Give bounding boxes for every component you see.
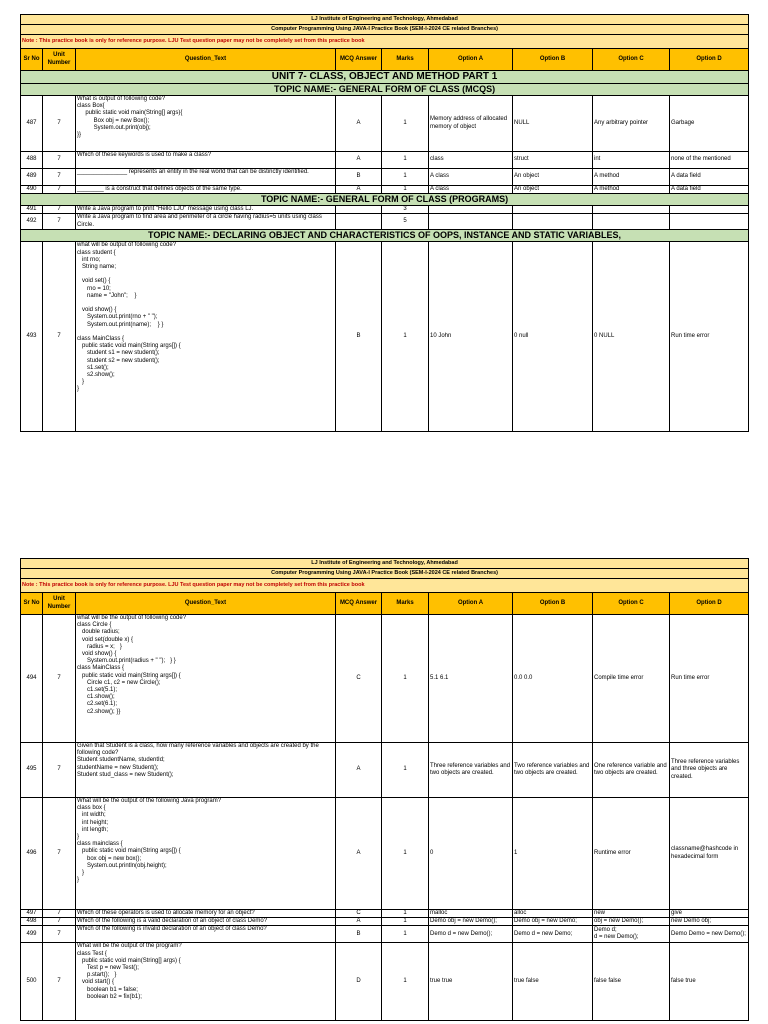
option-a-cell: 10 John [429,242,513,432]
institute-title: LJ Institute of Engineering and Technology, Ahmedabad [21,15,749,25]
question-cell: what will be the output of following code? class Circle { double radius; void set(double x) { radius = x; } void show() { System.out.print(radius + " "); } } class MainClass { public static void main(String args[]) { Circle c1, c2 = new Circle(); c1.set(5.1); c1.show(); c2.set(6.1); c2.show(); }} [76,615,336,743]
table-row [21,242,749,432]
answer-cell: C [336,615,382,743]
sr-no-cell: 497 [21,910,43,918]
practice-sheet-page-1 [20,14,748,432]
option-c-cell [593,214,670,230]
col-mcq-answer: MCQ Answer [336,49,382,71]
option-c-cell: false false [593,943,670,1021]
topic-title: TOPIC NAME:- GENERAL FORM OF CLASS (MCQS) [21,84,749,96]
option-d-cell: new Demo obj; [670,918,749,926]
question-cell: Given that Student is a class, how many reference variables and objects are created by the following code? Student studentName, studentId; studentName = new Student(); Student stud_class = new Student(); [76,743,336,798]
col-option-a: Option A [429,593,513,615]
option-b-cell: NULL [513,96,593,152]
option-b-cell: alloc [513,910,593,918]
option-b-cell: An object [513,186,593,194]
col-option-b: Option B [513,593,593,615]
sr-no-cell: 488 [21,152,43,169]
table-row [21,206,749,214]
option-c-cell: int [593,152,670,169]
option-a-cell: 0 [429,798,513,910]
question-cell: ________ is a construct that defines objects of the same type. [76,186,336,194]
table-row [21,186,749,194]
option-a-cell [429,214,513,230]
option-d-cell: A data field [670,186,749,194]
unit-cell: 7 [43,615,76,743]
unit-cell: 7 [43,743,76,798]
marks-cell: 1 [382,798,429,910]
table-row [21,943,749,1021]
question-cell: What will be the output of the program? class Test { public static void main(String[] args) { Test p = new Test(); p.start(); } void start() { boolean b1 = false; boolean b2 = fix(b1); [76,943,336,1021]
marks-cell: 3 [382,206,429,214]
marks-cell: 1 [382,96,429,152]
table-row [21,926,749,943]
col-sr-no: Sr No [21,593,43,615]
topic-title: TOPIC NAME:- DECLARING OBJECT AND CHARACTERISTICS OF OOPS, INSTANCE AND STATIC VARIABLES, [21,230,749,242]
marks-cell: 1 [382,943,429,1021]
unit-cell: 7 [43,206,76,214]
col-option-c: Option C [593,593,670,615]
option-b-cell: struct [513,152,593,169]
table-row [21,96,749,152]
unit-cell: 7 [43,186,76,194]
answer-cell: A [336,918,382,926]
book-title: Computer Programming Using JAVA-I Practice Book (SEM-I-2024 CE related Branches) [21,569,749,579]
col-question-text: Question_Text [76,49,336,71]
marks-cell: 1 [382,743,429,798]
marks-cell: 1 [382,169,429,186]
question-cell: Write a Java program to print "Hello LJU" message using class LJ. [76,206,336,214]
option-d-cell [670,214,749,230]
option-d-cell: Garbage [670,96,749,152]
option-b-cell [513,206,593,214]
question-cell: what will be output of following code? class student { int rno; String name; void set() { rno = 10; name = "John"; } void show() { System.out.print(rno + " "); System.out.print(name); } } class MainClass { public static void main(String args[]) { student s1 = new student(); student s2 = new student(); s1.set(); s2.show(); } } [76,242,336,432]
option-a-cell: 5.1 6.1 [429,615,513,743]
option-b-cell: Demo d = new Demo; [513,926,593,943]
col-option-b: Option B [513,49,593,71]
unit-cell: 7 [43,152,76,169]
question-cell: Which of these keywords is used to make a class? [76,152,336,169]
marks-cell: 1 [382,152,429,169]
option-d-cell: Three reference variables and three objects are created. [670,743,749,798]
marks-cell: 1 [382,186,429,194]
option-a-cell: class [429,152,513,169]
marks-cell: 1 [382,926,429,943]
option-d-cell: Run time error [670,242,749,432]
col-question-text: Question_Text [76,593,336,615]
sr-no-cell: 487 [21,96,43,152]
question-cell: What is output of following code? class Box{ public static void main(String[] args){ Box obj = new Box(); System.out.print(obj); }} [76,96,336,152]
reference-note: Note : This practice book is only for reference purpose. LJU Test question paper may not be completely set from this practice book [21,579,749,593]
col-mcq-answer: MCQ Answer [336,593,382,615]
marks-cell: 1 [382,918,429,926]
table-row [21,615,749,743]
marks-cell: 1 [382,242,429,432]
unit-title: UNIT 7- CLASS, OBJECT AND METHOD PART 1 [21,71,749,84]
topic-title: TOPIC NAME:- GENERAL FORM OF CLASS (PROGRAMS) [21,194,749,206]
unit-cell: 7 [43,943,76,1021]
answer-cell: C [336,910,382,918]
option-d-cell: Run time error [670,615,749,743]
option-b-cell: 1 [513,798,593,910]
practice-table-page-2 [20,558,749,1021]
option-c-cell: One reference variable and two objects are created. [593,743,670,798]
option-a-cell [429,206,513,214]
sr-no-cell: 490 [21,186,43,194]
answer-cell [336,206,382,214]
unit-cell: 7 [43,798,76,910]
marks-cell: 1 [382,910,429,918]
option-a-cell: Memory address of allocated memory of object [429,96,513,152]
unit-cell: 7 [43,918,76,926]
option-c-cell: A method [593,169,670,186]
option-d-cell: Demo Demo = new Demo(); [670,926,749,943]
option-c-cell [593,206,670,214]
sr-no-cell: 498 [21,918,43,926]
col-option-c: Option C [593,49,670,71]
option-c-cell: 0 NULL [593,242,670,432]
answer-cell: D [336,943,382,1021]
question-cell: Write a Java program to find area and perimeter of a circle having radius=5 units using class Circle. [76,214,336,230]
table-row [21,214,749,230]
answer-cell: B [336,926,382,943]
unit-cell: 7 [43,214,76,230]
col-option-d: Option D [670,593,749,615]
option-c-cell: obj = new Demo(); [593,918,670,926]
option-a-cell: malloc [429,910,513,918]
option-b-cell: true false [513,943,593,1021]
option-c-cell: new [593,910,670,918]
option-b-cell: An object [513,169,593,186]
col-option-a: Option A [429,49,513,71]
unit-cell: 7 [43,926,76,943]
reference-note: Note : This practice book is only for reference purpose. LJU Test question paper may not be completely set from this practice book [21,35,749,49]
question-cell: Which of the following is a valid declaration of an object of class Demo? [76,918,336,926]
col-unit-number: Unit Number [43,593,76,615]
option-d-cell: give [670,910,749,918]
unit-cell: 7 [43,242,76,432]
answer-cell: A [336,743,382,798]
unit-cell: 7 [43,910,76,918]
option-a-cell: Demo obj = new Demo(); [429,918,513,926]
col-sr-no: Sr No [21,49,43,71]
marks-cell: 1 [382,615,429,743]
book-title: Computer Programming Using JAVA-I Practice Book (SEM-I-2024 CE related Branches) [21,25,749,35]
option-b-cell: Two reference variables and two objects are created. [513,743,593,798]
col-unit-number: Unit Number [43,49,76,71]
answer-cell: A [336,798,382,910]
option-b-cell: 0.0 0.0 [513,615,593,743]
sr-no-cell: 499 [21,926,43,943]
option-a-cell: Three reference variables and two objects are created. [429,743,513,798]
sr-no-cell: 491 [21,206,43,214]
option-d-cell [670,206,749,214]
sr-no-cell: 500 [21,943,43,1021]
option-b-cell [513,214,593,230]
answer-cell: B [336,242,382,432]
sr-no-cell: 492 [21,214,43,230]
option-c-cell: Demo d; d = new Demo(); [593,926,670,943]
sr-no-cell: 489 [21,169,43,186]
sr-no-cell: 493 [21,242,43,432]
sr-no-cell: 495 [21,743,43,798]
option-c-cell: Any arbitrary pointer [593,96,670,152]
answer-cell: A [336,96,382,152]
question-cell: Which of these operators is used to allocate memory for an object? [76,910,336,918]
question-cell: Which of the following is invalid declaration of an object of class Demo? [76,926,336,943]
option-b-cell: Demo obj = new Demo; [513,918,593,926]
option-d-cell: A data field [670,169,749,186]
answer-cell [336,214,382,230]
marks-cell: 5 [382,214,429,230]
table-row [21,918,749,926]
practice-sheet-page-2 [20,558,748,1021]
option-d-cell: false true [670,943,749,1021]
unit-cell: 7 [43,96,76,152]
col-marks: Marks [382,593,429,615]
option-a-cell: true true [429,943,513,1021]
table-row [21,798,749,910]
unit-cell: 7 [43,169,76,186]
option-c-cell: Compile time error [593,615,670,743]
option-a-cell: A class [429,186,513,194]
option-d-cell: classname@hashcode in hexadecimal form [670,798,749,910]
col-option-d: Option D [670,49,749,71]
institute-title: LJ Institute of Engineering and Technology, Ahmedabad [21,559,749,569]
answer-cell: A [336,186,382,194]
answer-cell: B [336,169,382,186]
option-c-cell: Runtime error [593,798,670,910]
table-row [21,910,749,918]
sr-no-cell: 496 [21,798,43,910]
table-row [21,169,749,186]
sr-no-cell: 494 [21,615,43,743]
answer-cell: A [336,152,382,169]
practice-table-page-1 [20,14,749,432]
question-cell: _______________ represents an entity in the real world that can be distinctly identified. [76,169,336,186]
option-a-cell: Demo d = new Demo(); [429,926,513,943]
option-a-cell: A class [429,169,513,186]
table-row [21,152,749,169]
option-c-cell: A method [593,186,670,194]
option-b-cell: 0 null [513,242,593,432]
col-marks: Marks [382,49,429,71]
table-row [21,743,749,798]
question-cell: What will be the output of the following Java program? class box { int width; int height; int length; } class mainclass { public static void main(String args[]) { box obj = new box(); System.out.println(obj.height); } } [76,798,336,910]
option-d-cell: none of the mentioned [670,152,749,169]
